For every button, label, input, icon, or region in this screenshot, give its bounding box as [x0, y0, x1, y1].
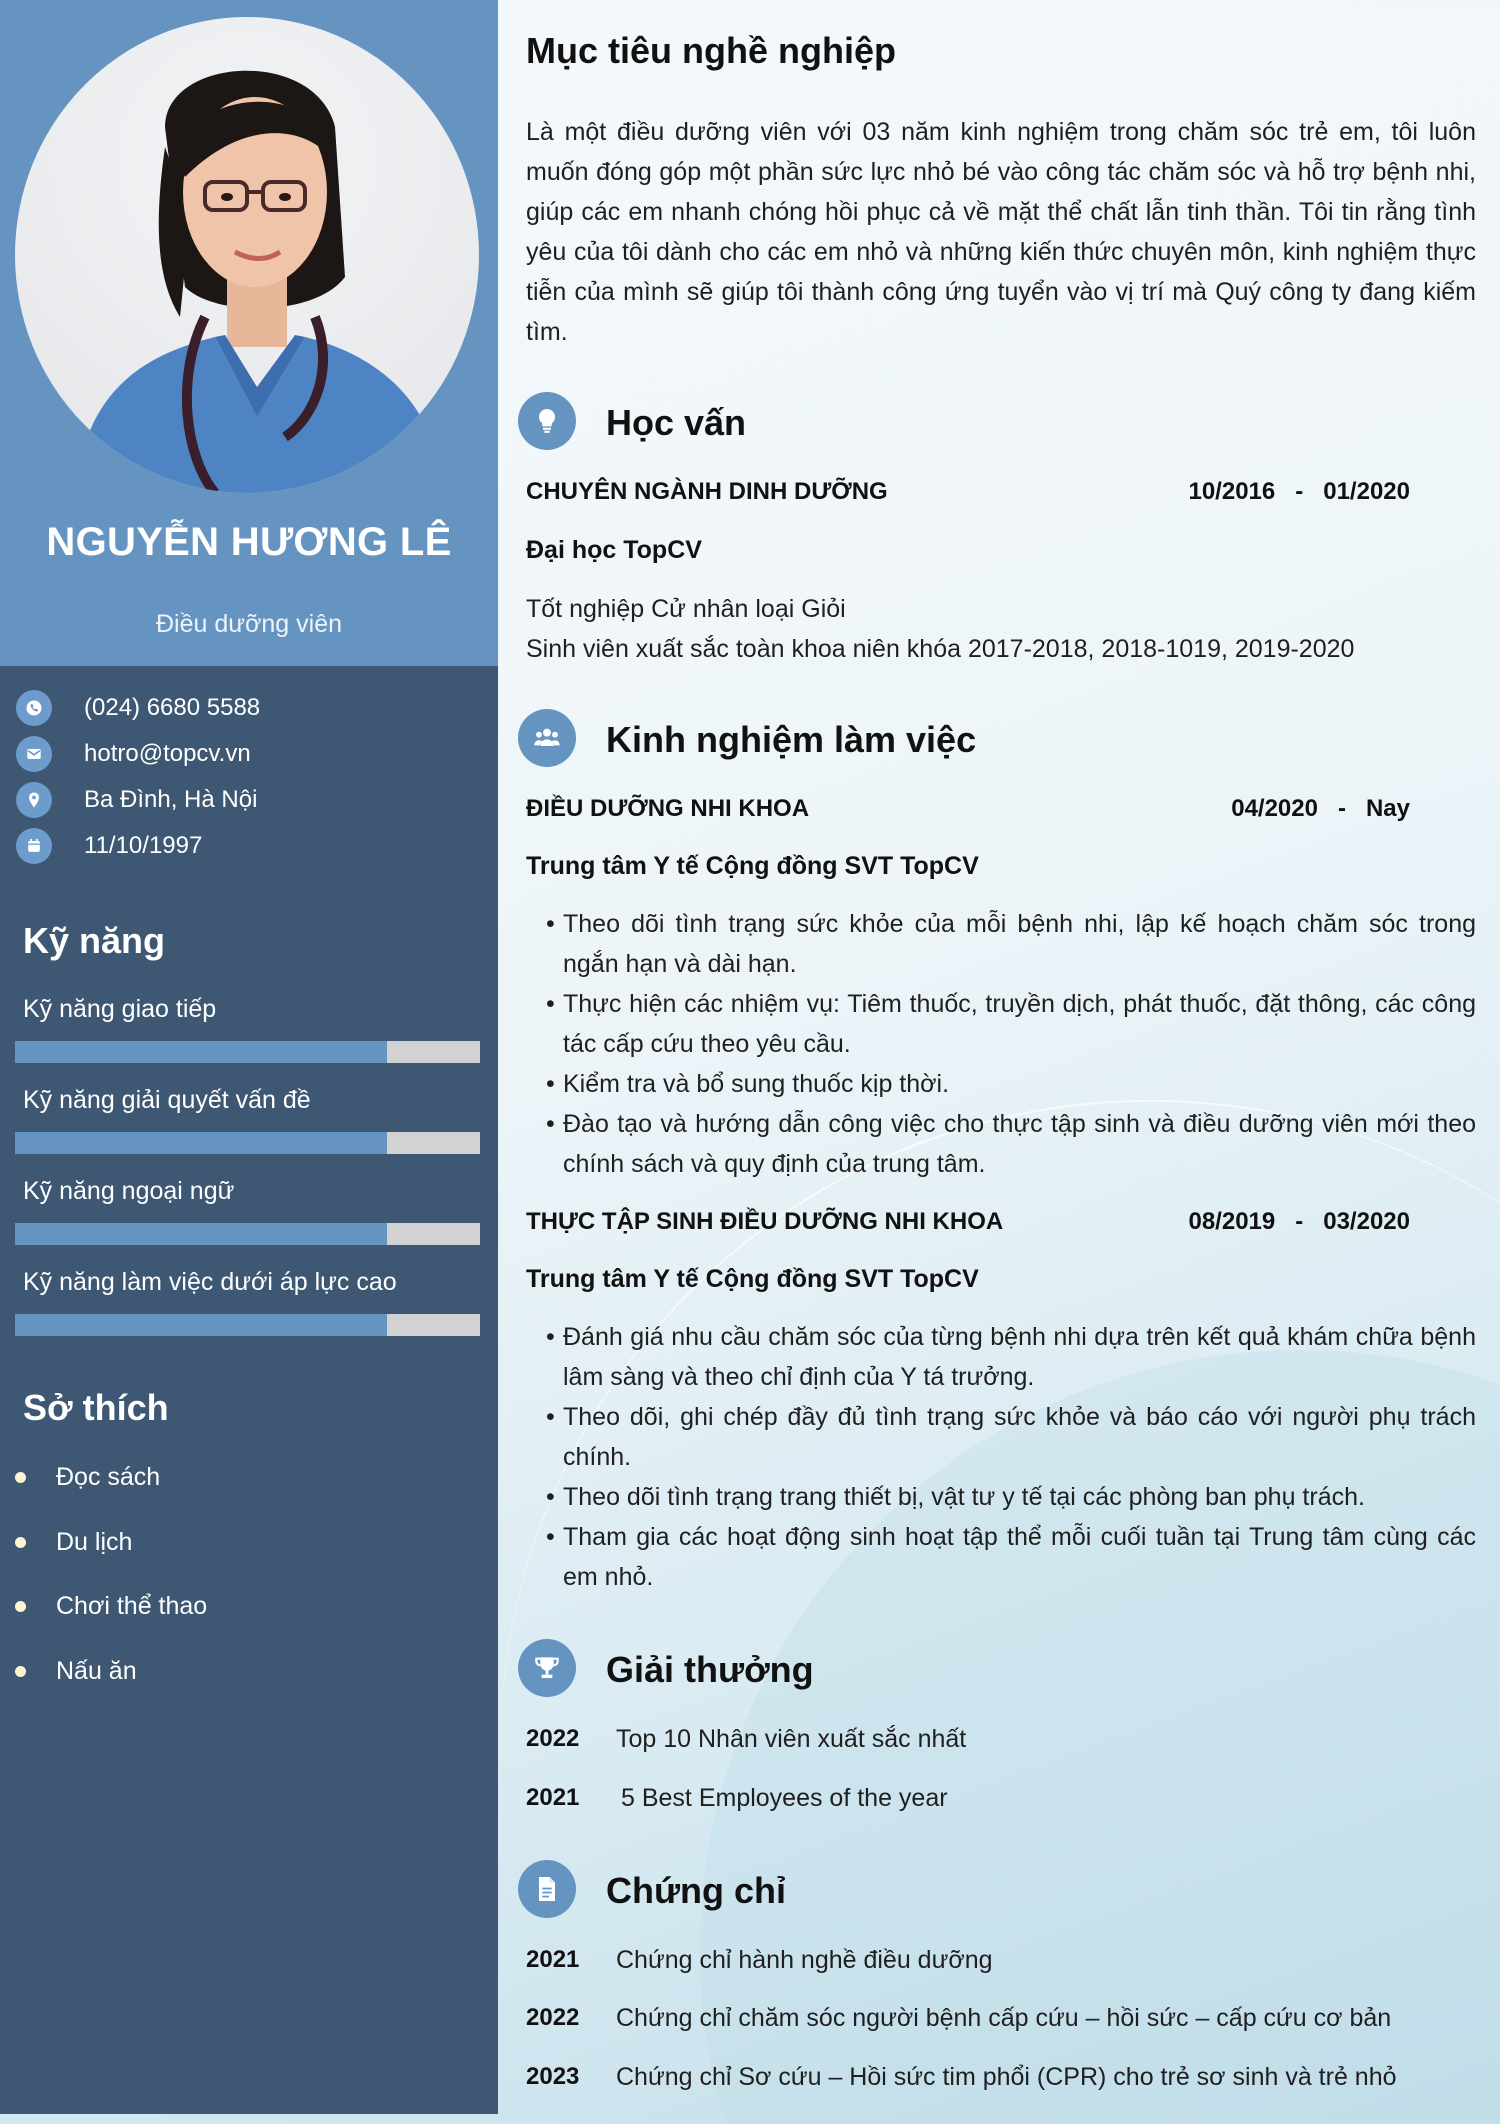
- skill-bar: [15, 1132, 480, 1154]
- education-major: CHUYÊN NGÀNH DINH DƯỠNG: [526, 478, 888, 505]
- skill-label: Kỹ năng giải quyết vấn đề: [23, 1086, 311, 1114]
- hobby-label: Nấu ăn: [56, 1657, 137, 1685]
- duty-item: • Thực hiện các nhiệm vụ: Tiêm thuốc, truyền dịch, phát thuốc, đặt thông, các công tác cấp cứu theo yêu cầu.: [546, 984, 1476, 1064]
- contact-location: [16, 782, 486, 818]
- hobby-item: [15, 1528, 132, 1557]
- hobbies-heading: Sở thích: [23, 1387, 169, 1428]
- duty-item: • Theo dõi tình trạng trang thiết bị, vật tư y tế tại các phòng ban phụ trách.: [546, 1477, 1476, 1517]
- duty-item: • Theo dõi tình trạng sức khỏe của mỗi bệnh nhi, lập kế hoạch chăm sóc trong ngắn hạn và dài hạn.: [546, 904, 1476, 984]
- document-icon: [518, 1860, 576, 1918]
- education-school: Đại học TopCV: [526, 536, 702, 564]
- skill-bar-fill: [15, 1041, 387, 1063]
- users-icon: [518, 709, 576, 767]
- duty-item: • Đánh giá nhu cầu chăm sóc của từng bệnh nhi dựa trên kết quả khám chữa bệnh lâm sàng và theo chỉ định của Y tá trưởng.: [546, 1317, 1476, 1397]
- objective-text: Là một điều dưỡng viên với 03 năm kinh nghiệm trong chăm sóc trẻ em, tôi luôn muốn đóng góp một phần sức lực nhỏ bé vào công tác chăm sóc và hỗ trợ bệnh nhi, giúp các em nhanh chóng hồi phục cả về mặt thể chất lẫn tinh thần. Tôi tin rằng tình yêu của tôi dành cho các em nhỏ và những kiến thức chuyên môn, kinh nghiệm thực tiễn của mình sẽ giúp tôi thành công ứng tuyển vào vị trí mà Quý công ty đang kiếm tìm.: [526, 118, 1476, 346]
- birthday-text: 11/10/1997: [84, 832, 203, 859]
- job-duties: [546, 904, 1476, 1184]
- bullet-dot: [15, 1666, 26, 1677]
- education-line: Tốt nghiệp Cử nhân loại Giỏi: [526, 595, 846, 623]
- location-icon: [16, 782, 52, 818]
- lightbulb-icon: [518, 392, 576, 450]
- hobby-item: [15, 1463, 160, 1492]
- award-year: 2022: [526, 1725, 580, 1752]
- job-organization: Trung tâm Y tế Cộng đồng SVT TopCV: [526, 1265, 979, 1293]
- certificate-year: 2021: [526, 1946, 580, 1973]
- email-icon: [16, 736, 52, 772]
- bullet-dot: [15, 1537, 26, 1548]
- hobby-label: Đọc sách: [56, 1463, 161, 1491]
- hobby-item: [15, 1657, 137, 1686]
- skill-bar-fill: [15, 1223, 387, 1245]
- profile-photo: [15, 17, 479, 493]
- duty-item: • Tham gia các hoạt động sinh hoạt tập thể mỗi cuối tuần tại Trung tâm cùng các em nhỏ.: [546, 1517, 1476, 1597]
- job-duties: [546, 1317, 1476, 1597]
- hobby-label: Du lịch: [56, 1528, 133, 1556]
- certificate-year: 2023: [526, 2063, 580, 2090]
- education-line: Sinh viên xuất sắc toàn khoa niên khóa 2017-2018, 2018-1019, 2019-2020: [526, 635, 1355, 663]
- job-date: 08/2019 - 03/2020: [1188, 1208, 1410, 1235]
- calendar-icon: [16, 828, 52, 864]
- duty-item: • Kiểm tra và bổ sung thuốc kịp thời.: [546, 1064, 1476, 1104]
- job-organization: Trung tâm Y tế Cộng đồng SVT TopCV: [526, 852, 979, 880]
- skill-label: Kỹ năng làm việc dưới áp lực cao: [23, 1268, 397, 1296]
- skill-bar: [15, 1314, 480, 1336]
- bullet-dot: [15, 1472, 26, 1483]
- candidate-title: Điều dưỡng viên: [155, 610, 342, 638]
- certificate-text: Chứng chỉ hành nghề điều dưỡng: [616, 1946, 993, 1974]
- bullet-dot: [15, 1601, 26, 1612]
- job-title: ĐIỀU DƯỠNG NHI KHOA: [526, 795, 810, 822]
- contact-phone: [16, 690, 486, 726]
- certificate-year: 2022: [526, 2004, 580, 2031]
- certificates-heading: Chứng chỉ: [606, 1870, 787, 1911]
- skill-bar-fill: [15, 1132, 387, 1154]
- sidebar: [0, 0, 498, 2114]
- skills-heading: Kỹ năng: [23, 920, 166, 961]
- skill-bar-fill: [15, 1314, 387, 1336]
- phone-icon: [16, 690, 52, 726]
- certificate-text: Chứng chỉ chăm sóc người bệnh cấp cứu – hồi sức – cấp cứu cơ bản: [616, 2004, 1392, 2032]
- skill-label: Kỹ năng ngoại ngữ: [23, 1177, 235, 1205]
- job-date: 04/2020 - Nay: [1231, 795, 1410, 822]
- contact-email: [16, 736, 486, 772]
- trophy-icon: [518, 1639, 576, 1697]
- email-text: hotro@topcv.vn: [84, 740, 251, 767]
- awards-heading: Giải thưởng: [606, 1649, 814, 1690]
- duty-item: • Đào tạo và hướng dẫn công việc cho thực tập sinh và điều dưỡng viên mới theo chính sách và quy định của trung tâm.: [546, 1104, 1476, 1184]
- job-title: THỰC TẬP SINH ĐIỀU DƯỠNG NHI KHOA: [526, 1208, 1004, 1235]
- education-date: 10/2016 - 01/2020: [1188, 478, 1410, 505]
- skill-label: Kỹ năng giao tiếp: [23, 995, 217, 1023]
- education-heading: Học vấn: [606, 402, 747, 443]
- contact-birthday: [16, 828, 486, 864]
- certificate-text: Chứng chỉ Sơ cứu – Hồi sức tim phổi (CPR) cho trẻ sơ sinh và trẻ nhỏ: [616, 2063, 1397, 2091]
- location-text: Ba Đình, Hà Nội: [84, 786, 258, 813]
- duty-item: • Theo dõi, ghi chép đầy đủ tình trạng sức khỏe và báo cáo với người phụ trách chính.: [546, 1397, 1476, 1477]
- phone-text: (024) 6680 5588: [84, 694, 261, 721]
- skill-bar: [15, 1223, 480, 1245]
- award-text: 5 Best Employees of the year: [621, 1784, 948, 1812]
- award-text: Top 10 Nhân viên xuất sắc nhất: [616, 1725, 967, 1753]
- experience-heading: Kinh nghiệm làm việc: [606, 719, 977, 760]
- skill-bar: [15, 1041, 480, 1063]
- award-year: 2021: [526, 1784, 580, 1811]
- hobby-label: Chơi thể thao: [56, 1592, 208, 1620]
- hobby-item: [15, 1592, 207, 1621]
- candidate-name: NGUYỄN HƯƠNG LÊ: [46, 520, 452, 564]
- objective-heading: Mục tiêu nghề nghiệp: [526, 30, 896, 71]
